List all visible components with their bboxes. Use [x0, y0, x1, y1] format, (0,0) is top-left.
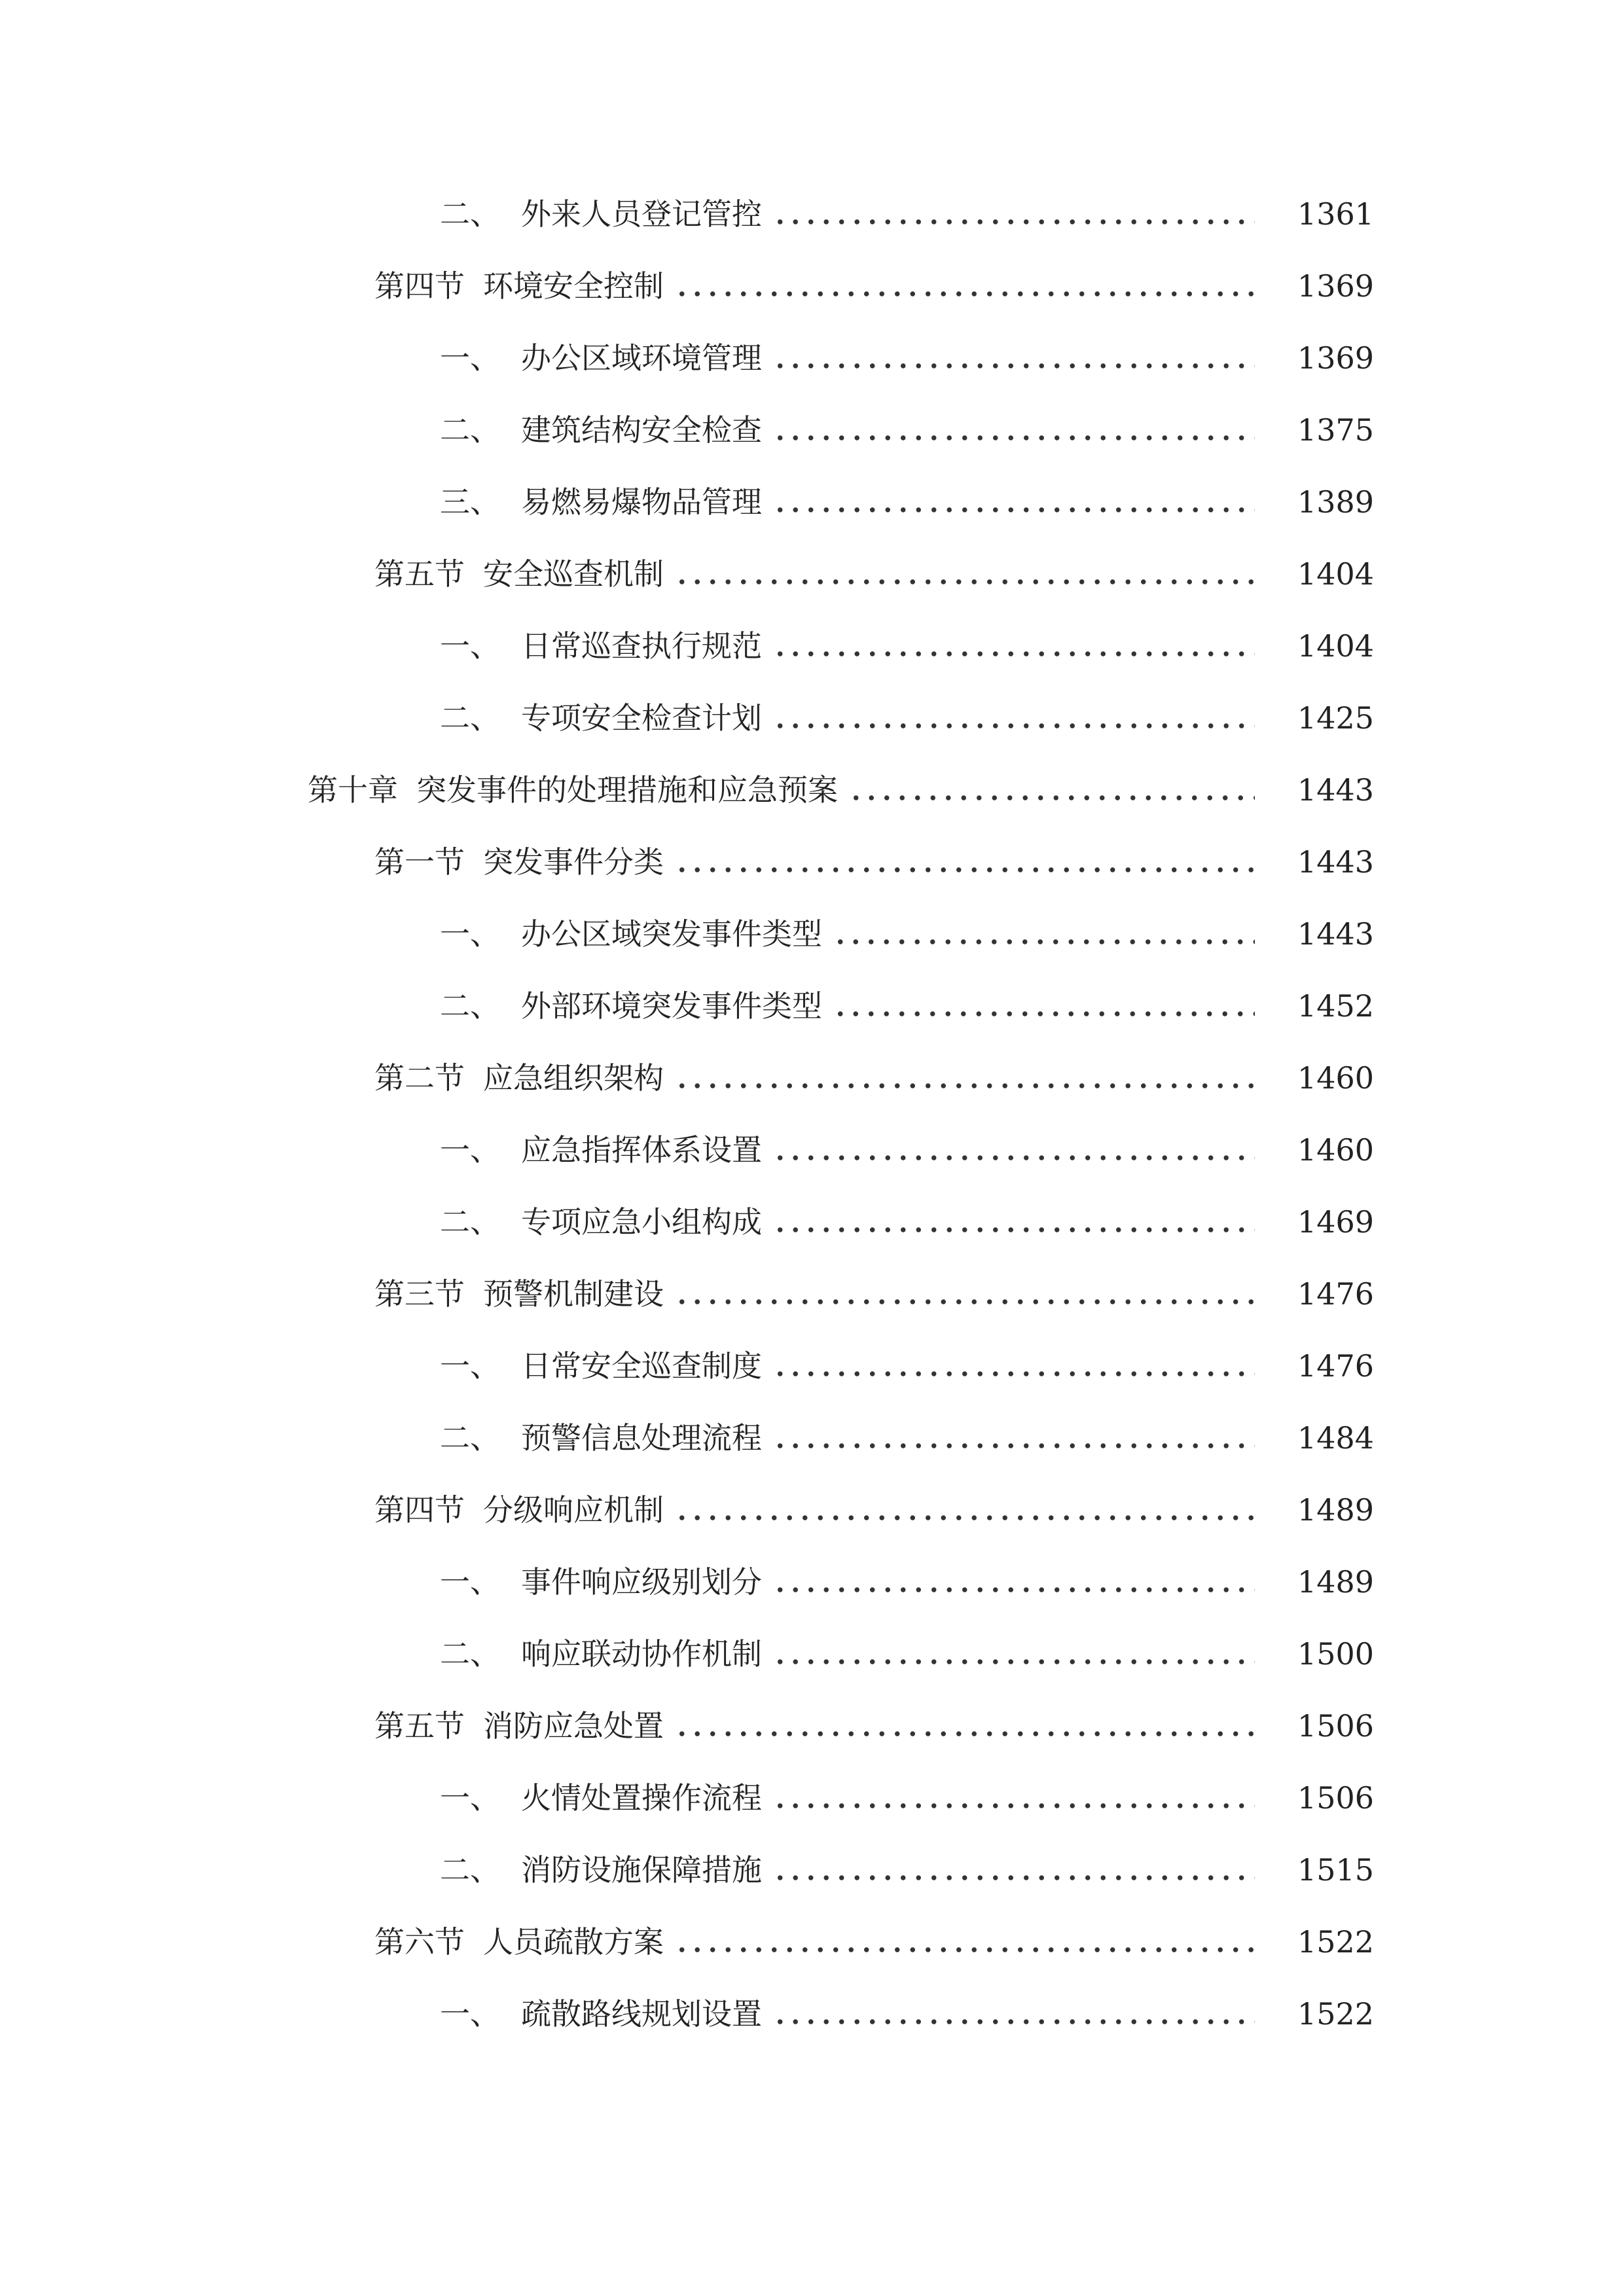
toc-dot-leader: [772, 1874, 1255, 1881]
toc-entry-title: 事件响应级别划分: [521, 1564, 762, 1600]
toc-entry-page-number: 1469: [1297, 1204, 1374, 1240]
toc-entry-title: 突发事件的处理措施和应急预案: [416, 772, 838, 808]
toc-entry-number: 第六节: [374, 1924, 465, 1960]
toc-entry-page-number: 1375: [1297, 412, 1374, 448]
toc-dot-leader: [674, 1946, 1255, 1953]
toc-dot-leader: [674, 1083, 1255, 1089]
toc-entry[interactable]: [0, 538, 1624, 610]
toc-entry-number: 第五节: [374, 556, 465, 592]
toc-entry-title: 环境安全控制: [483, 268, 664, 304]
toc-entry-number: 第四节: [374, 1492, 465, 1528]
toc-entry-number: 一、: [440, 1996, 500, 2032]
toc-entry-page-number: 1425: [1297, 700, 1374, 736]
toc-entry-page-number: 1443: [1297, 844, 1374, 880]
toc-entry[interactable]: [0, 1618, 1624, 1690]
toc-dot-leader: [833, 1011, 1255, 1017]
toc-dot-leader: [772, 723, 1255, 729]
toc-dot-leader: [674, 867, 1255, 873]
toc-entry-title: 办公区域环境管理: [521, 340, 762, 376]
toc-entry-title: 安全巡查机制: [483, 556, 664, 592]
toc-entry-page-number: 1369: [1297, 268, 1374, 304]
toc-entry-title: 应急组织架构: [483, 1060, 664, 1096]
toc-entry[interactable]: [0, 250, 1624, 322]
toc-entry-title: 分级响应机制: [483, 1492, 664, 1528]
toc-dot-leader: [772, 507, 1255, 513]
toc-entry-number: 第一节: [374, 844, 465, 880]
toc-entry[interactable]: [0, 1474, 1624, 1546]
toc-entry[interactable]: [0, 466, 1624, 538]
toc-entry-number: 二、: [440, 1852, 500, 1888]
toc-entry-page-number: 1389: [1297, 484, 1374, 520]
toc-dot-leader: [833, 939, 1255, 945]
toc-entry[interactable]: [0, 178, 1624, 250]
toc-entry-title: 外部环境突发事件类型: [521, 988, 822, 1024]
toc-entry[interactable]: [0, 322, 1624, 394]
toc-entry-title: 专项安全检查计划: [521, 700, 762, 736]
toc-entry-page-number: 1500: [1297, 1636, 1374, 1672]
toc-entry-page-number: 1484: [1297, 1420, 1374, 1456]
toc-entry-page-number: 1361: [1297, 196, 1374, 232]
toc-entry-number: 二、: [440, 700, 500, 736]
toc-entry-title: 消防设施保障措施: [521, 1852, 762, 1888]
toc-entry[interactable]: [0, 1330, 1624, 1402]
toc-entry-number: 二、: [440, 196, 500, 232]
toc-dot-leader: [674, 1731, 1255, 1737]
toc-entry-page-number: 1506: [1297, 1708, 1374, 1744]
toc-dot-leader: [772, 1587, 1255, 1593]
toc-entry[interactable]: [0, 1762, 1624, 1834]
toc-dot-leader: [772, 435, 1255, 441]
table-of-contents: [0, 178, 1624, 2050]
toc-dot-leader: [772, 1443, 1255, 1449]
toc-entry[interactable]: [0, 1906, 1624, 1978]
toc-entry-number: 第三节: [374, 1276, 465, 1312]
toc-entry-page-number: 1522: [1297, 1924, 1374, 1960]
toc-entry[interactable]: [0, 1402, 1624, 1474]
toc-entry-title: 火情处置操作流程: [521, 1780, 762, 1816]
toc-dot-leader: [772, 651, 1255, 657]
toc-dot-leader: [772, 1155, 1255, 1161]
toc-entry-number: 一、: [440, 340, 500, 376]
toc-entry-page-number: 1476: [1297, 1276, 1374, 1312]
toc-entry-page-number: 1476: [1297, 1348, 1374, 1384]
toc-entry[interactable]: [0, 1114, 1624, 1186]
toc-entry-title: 建筑结构安全检查: [521, 412, 762, 448]
toc-entry-number: 二、: [440, 988, 500, 1024]
toc-entry[interactable]: [0, 826, 1624, 898]
toc-dot-leader: [772, 1803, 1255, 1809]
toc-entry-page-number: 1404: [1297, 556, 1374, 592]
toc-entry-number: 一、: [440, 1780, 500, 1816]
toc-entry-number: 一、: [440, 628, 500, 664]
toc-entry-title: 日常巡查执行规范: [521, 628, 762, 664]
toc-dot-leader: [674, 1299, 1255, 1305]
toc-entry-page-number: 1443: [1297, 916, 1374, 952]
toc-dot-leader: [772, 1659, 1255, 1665]
toc-entry[interactable]: [0, 610, 1624, 682]
toc-entry[interactable]: [0, 1042, 1624, 1114]
toc-entry-number: 二、: [440, 412, 500, 448]
toc-entry-title: 外来人员登记管控: [521, 196, 762, 232]
toc-dot-leader: [772, 1227, 1255, 1233]
toc-dot-leader: [772, 363, 1255, 369]
toc-entry-title: 预警信息处理流程: [521, 1420, 762, 1456]
toc-entry-number: 二、: [440, 1636, 500, 1672]
toc-entry-title: 易燃易爆物品管理: [521, 484, 762, 520]
toc-entry[interactable]: [0, 1834, 1624, 1906]
toc-entry-number: 第五节: [374, 1708, 465, 1744]
toc-entry-title: 突发事件分类: [483, 844, 664, 880]
toc-entry-title: 响应联动协作机制: [521, 1636, 762, 1672]
toc-dot-leader: [772, 219, 1255, 225]
toc-entry-page-number: 1404: [1297, 628, 1374, 664]
toc-entry-page-number: 1506: [1297, 1780, 1374, 1816]
toc-entry[interactable]: [0, 1186, 1624, 1258]
toc-entry-number: 第四节: [374, 268, 465, 304]
toc-entry-number: 二、: [440, 1204, 500, 1240]
toc-entry-title: 预警机制建设: [483, 1276, 664, 1312]
toc-entry-page-number: 1515: [1297, 1852, 1374, 1888]
toc-entry[interactable]: [0, 754, 1624, 826]
toc-entry[interactable]: [0, 1978, 1624, 2050]
toc-entry-title: 疏散路线规划设置: [521, 1996, 762, 2032]
toc-entry[interactable]: [0, 1258, 1624, 1330]
toc-entry-number: 二、: [440, 1420, 500, 1456]
toc-entry-number: 第十章: [308, 772, 398, 808]
toc-entry-title: 消防应急处置: [483, 1708, 664, 1744]
toc-entry-page-number: 1443: [1297, 772, 1374, 808]
toc-entry[interactable]: [0, 1546, 1624, 1618]
toc-dot-leader: [772, 2018, 1255, 2025]
toc-entry-page-number: 1489: [1297, 1492, 1374, 1528]
toc-entry[interactable]: [0, 970, 1624, 1042]
toc-dot-leader: [674, 579, 1255, 585]
toc-entry-number: 一、: [440, 1348, 500, 1384]
toc-entry-title: 应急指挥体系设置: [521, 1132, 762, 1168]
toc-entry-page-number: 1522: [1297, 1996, 1374, 2032]
toc-entry-number: 三、: [440, 484, 500, 520]
toc-dot-leader: [772, 1371, 1255, 1377]
toc-entry-page-number: 1460: [1297, 1060, 1374, 1096]
toc-entry-page-number: 1489: [1297, 1564, 1374, 1600]
toc-entry-title: 办公区域突发事件类型: [521, 916, 822, 952]
toc-entry[interactable]: [0, 898, 1624, 970]
toc-entry[interactable]: [0, 1690, 1624, 1762]
toc-entry[interactable]: [0, 682, 1624, 754]
toc-dot-leader: [674, 291, 1255, 297]
toc-entry[interactable]: [0, 394, 1624, 466]
toc-entry-page-number: 1460: [1297, 1132, 1374, 1168]
toc-entry-title: 日常安全巡查制度: [521, 1348, 762, 1384]
toc-dot-leader: [848, 795, 1255, 801]
toc-entry-number: 一、: [440, 1564, 500, 1600]
toc-entry-page-number: 1369: [1297, 340, 1374, 376]
toc-entry-title: 专项应急小组构成: [521, 1204, 762, 1240]
toc-entry-number: 一、: [440, 916, 500, 952]
toc-dot-leader: [674, 1515, 1255, 1521]
toc-entry-number: 一、: [440, 1132, 500, 1168]
toc-entry-number: 第二节: [374, 1060, 465, 1096]
toc-entry-page-number: 1452: [1297, 988, 1374, 1024]
toc-entry-title: 人员疏散方案: [483, 1924, 664, 1960]
